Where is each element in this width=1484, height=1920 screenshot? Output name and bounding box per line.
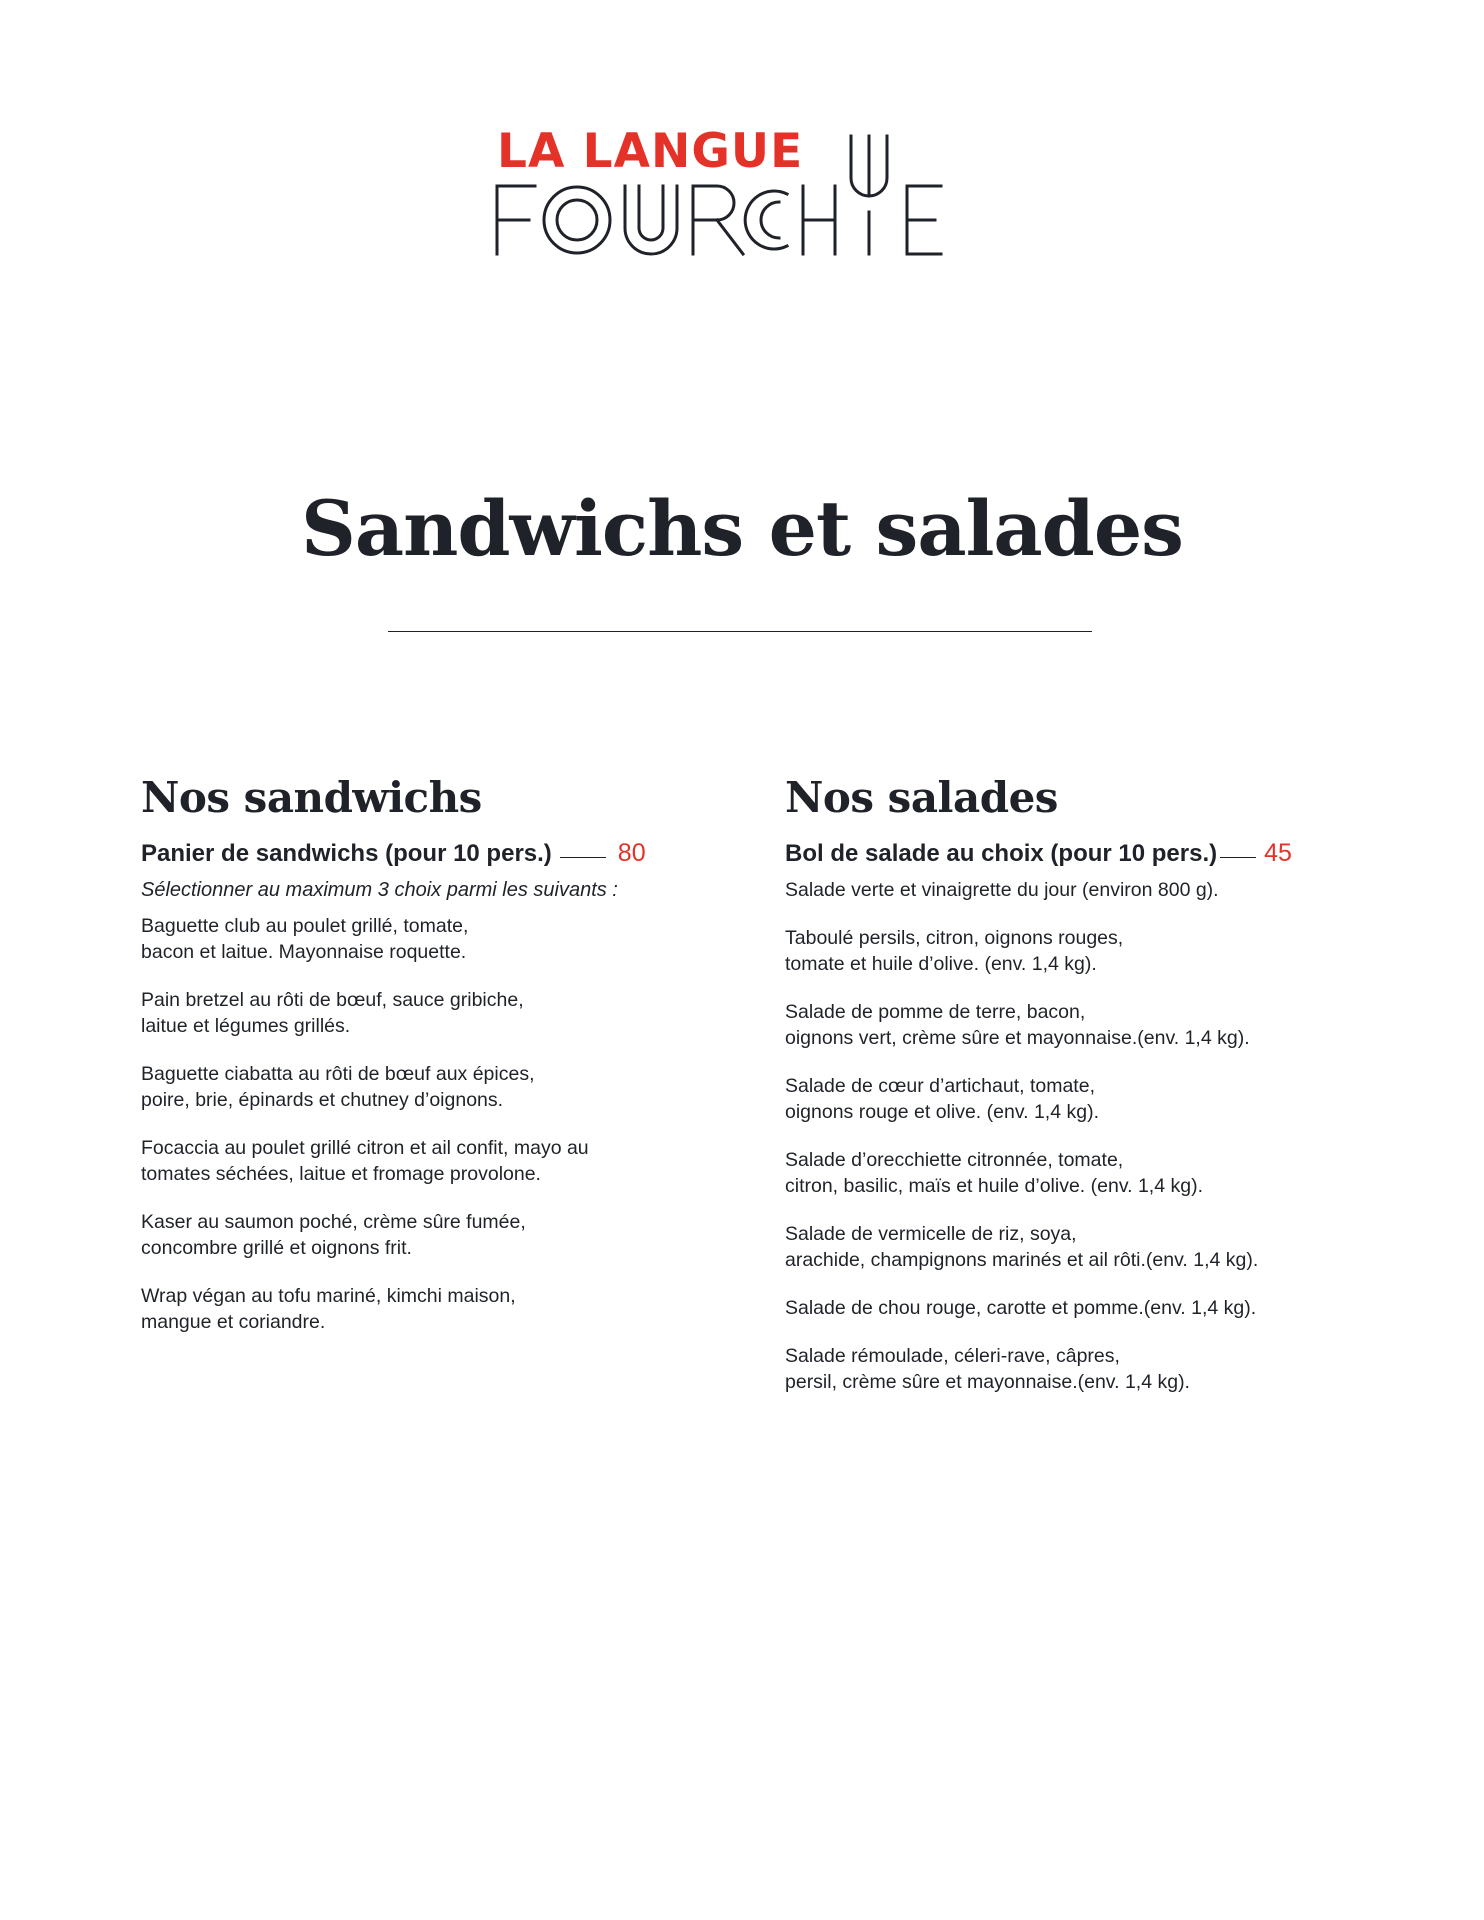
salads-list <box>785 877 1345 1395</box>
list-item: Salade de vermicelle de riz, soya, arachide, champignons marinés et ail rôti.(env. 1,4 kg). <box>785 1222 1259 1271</box>
list-item: Salade d’orecchiette citronnée, tomate, citron, basilic, maïs et huile d’olive. (env. 1,4 kg). <box>785 1148 1203 1197</box>
sandwiches-list <box>141 913 701 1335</box>
salads-offer-title: Bol de salade au choix (pour 10 pers.) <box>785 840 1218 868</box>
list-item: Pain bretzel au rôti de bœuf, sauce gribiche, laitue et légumes grillés. <box>141 988 524 1037</box>
price-leader-line <box>1220 857 1256 858</box>
brand-logo-line1: LA LANGUE <box>497 124 804 179</box>
sandwiches-price: 80 <box>617 839 646 868</box>
list-item: Baguette club au poulet grillé, tomate, bacon et laitue. Mayonnaise roquette. <box>141 914 469 963</box>
list-item: Kaser au saumon poché, crème sûre fumée, concombre grillé et oignons frit. <box>141 1210 526 1259</box>
salads-section <box>785 773 1345 1417</box>
sandwiches-offer <box>141 838 701 869</box>
sandwiches-selection-note: Sélectionner au maximum 3 choix parmi les suivants : <box>141 878 618 901</box>
sandwiches-section <box>141 773 701 1357</box>
page-title: Sandwichs et salades <box>301 483 1183 573</box>
price-leader-line <box>560 857 606 858</box>
list-item: Wrap végan au tofu mariné, kimchi maison, mangue et coriandre. <box>141 1284 516 1333</box>
list-item: Salade de pomme de terre, bacon, oignons vert, crème sûre et mayonnaise.(env. 1,4 kg). <box>785 1000 1250 1049</box>
list-item: Focaccia au poulet grillé citron et ail confit, mayo au tomates séchées, laitue et fromage provolone. <box>141 1136 589 1185</box>
salads-price: 45 <box>1264 839 1292 868</box>
sandwiches-heading: Nos sandwichs <box>141 773 482 822</box>
brand-logo-fourchue-wordmark <box>495 124 995 258</box>
list-item: Taboulé persils, citron, oignons rouges, tomate et huile d’olive. (env. 1,4 kg). <box>785 926 1124 975</box>
sandwiches-offer-title: Panier de sandwichs (pour 10 pers.) <box>141 840 552 868</box>
salads-offer <box>785 838 1345 869</box>
list-item: Salade verte et vinaigrette du jour (environ 800 g). <box>785 878 1219 901</box>
salads-heading: Nos salades <box>785 773 1058 822</box>
list-item: Salade rémoulade, céleri-rave, câpres, persil, crème sûre et mayonnaise.(env. 1,4 kg). <box>785 1344 1190 1393</box>
brand-logo <box>495 124 995 258</box>
title-divider <box>388 631 1092 632</box>
list-item: Salade de cœur d’artichaut, tomate, oignons rouge et olive. (env. 1,4 kg). <box>785 1074 1099 1123</box>
list-item: Baguette ciabatta au rôti de bœuf aux épices, poire, brie, épinards et chutney d’oignons. <box>141 1062 535 1111</box>
list-item: Salade de chou rouge, carotte et pomme.(env. 1,4 kg). <box>785 1296 1257 1319</box>
